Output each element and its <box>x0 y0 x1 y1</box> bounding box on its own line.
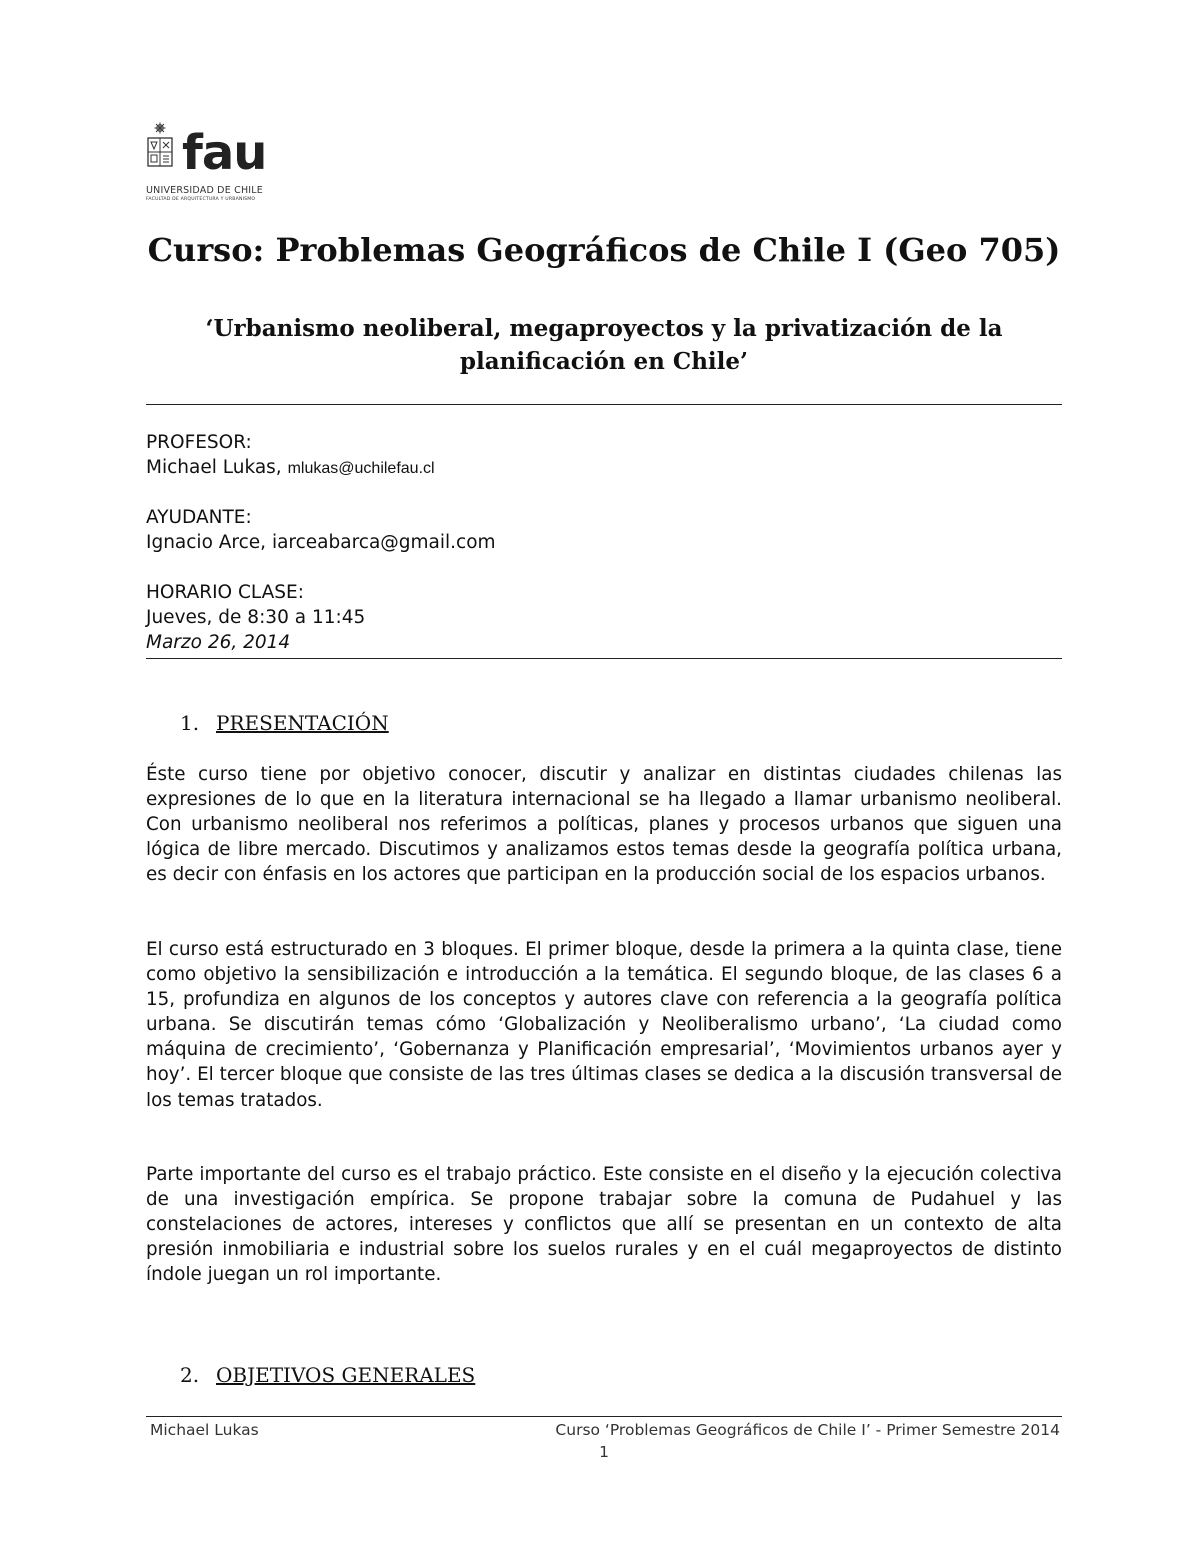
section-title: OBJETIVOS GENERALES <box>216 1363 476 1387</box>
horario-label: HORARIO CLASE: <box>146 582 304 603</box>
section-title: PRESENTACIÓN <box>216 711 389 735</box>
fau-logo <box>146 122 268 206</box>
paragraph-3: Parte importante del curso es el trabajo práctico. Este consiste en el diseño y la ejecución colectiva de una investigación empírica. Se propone trabajar sobre la comuna de Pudahuel y las constelaciones de actores, intereses y conflictos que allí se presentan en un contexto de alta presión inmobiliaria e industrial sobre los suelos rurales y en el cuál megaproyectos de distinto índole juegan un rol importante. <box>146 1164 1062 1286</box>
page-number: 1 <box>599 1443 609 1461</box>
course-title: Curso: Problemas Geográficos de Chile I (Geo 705) <box>147 231 1061 269</box>
section-heading-objetivos <box>180 1362 475 1388</box>
course-date: Marzo 26, 2014 <box>146 632 291 653</box>
footer-divider <box>146 1416 1062 1417</box>
logo-wordmark: fau <box>182 125 267 181</box>
section-number: 2. <box>180 1363 200 1387</box>
ayudante-value: Ignacio Arce, iarceabarca@gmail.com <box>146 532 496 553</box>
logo-university-name: UNIVERSIDAD DE CHILE <box>146 185 263 196</box>
info-divider <box>146 658 1062 659</box>
paragraph-2: El curso está estructurado en 3 bloques. El primer bloque, desde la primera a la quinta clase, tiene como objetivo la sensibilización e introducción a la temática. El segundo bloque, de las clases 6 a 15, profundiza en algunos de los conceptos y autores clave con referencia a la geografía política urbana. Se discutirán temas cómo ‘Globalización y Neoliberalismo urbano’, ‘La ciudad como máquina de crecimiento’, ‘Gobernanza y Planificación empresarial’, ‘Movimientos urbanos ayer y hoy’. El tercer bloque que consiste de las tres últimas clases se dedica a la discusión transversal de los temas tratados. <box>146 939 1062 1111</box>
logo-faculty-name: FACULTAD DE ARQUITECTURA Y URBANISMO <box>146 197 256 202</box>
university-crest-icon <box>146 122 178 172</box>
profesor-line <box>146 456 435 481</box>
course-subtitle: ‘Urbanismo neoliberal, megaproyectos y la privatización de la planificación en Chile’ <box>205 315 1003 375</box>
paragraph-1: Éste curso tiene por objetivo conocer, discutir y analizar en distintas ciudades chilenas las expresiones de lo que en la literatura internacional se ha llegado a llamar urbanismo neoliberal. Con urbanismo neoliberal nos referimos a políticas, planes y procesos urbanos que siguen una lógica de libre mercado. Discutimos y analizamos estos temas desde la geografía política urbana, es decir con énfasis en los actores que participan en la producción social de los espacios urbanos. <box>146 764 1062 886</box>
footer-author: Michael Lukas <box>150 1421 259 1439</box>
top-divider <box>146 404 1062 405</box>
section-heading-presentacion <box>180 710 389 736</box>
footer-course: Curso ‘Problemas Geográficos de Chile I’ - Primer Semestre 2014 <box>555 1421 1060 1439</box>
logo-university-text <box>146 186 263 203</box>
horario-value: Jueves, de 8:30 a 11:45 <box>146 607 366 628</box>
section-number: 1. <box>180 711 200 735</box>
profesor-label: PROFESOR: <box>146 432 252 453</box>
profesor-email[interactable]: mlukas@uchilefau.cl <box>287 460 435 477</box>
profesor-name: Michael Lukas, <box>146 457 282 478</box>
ayudante-label: AYUDANTE: <box>146 507 252 528</box>
